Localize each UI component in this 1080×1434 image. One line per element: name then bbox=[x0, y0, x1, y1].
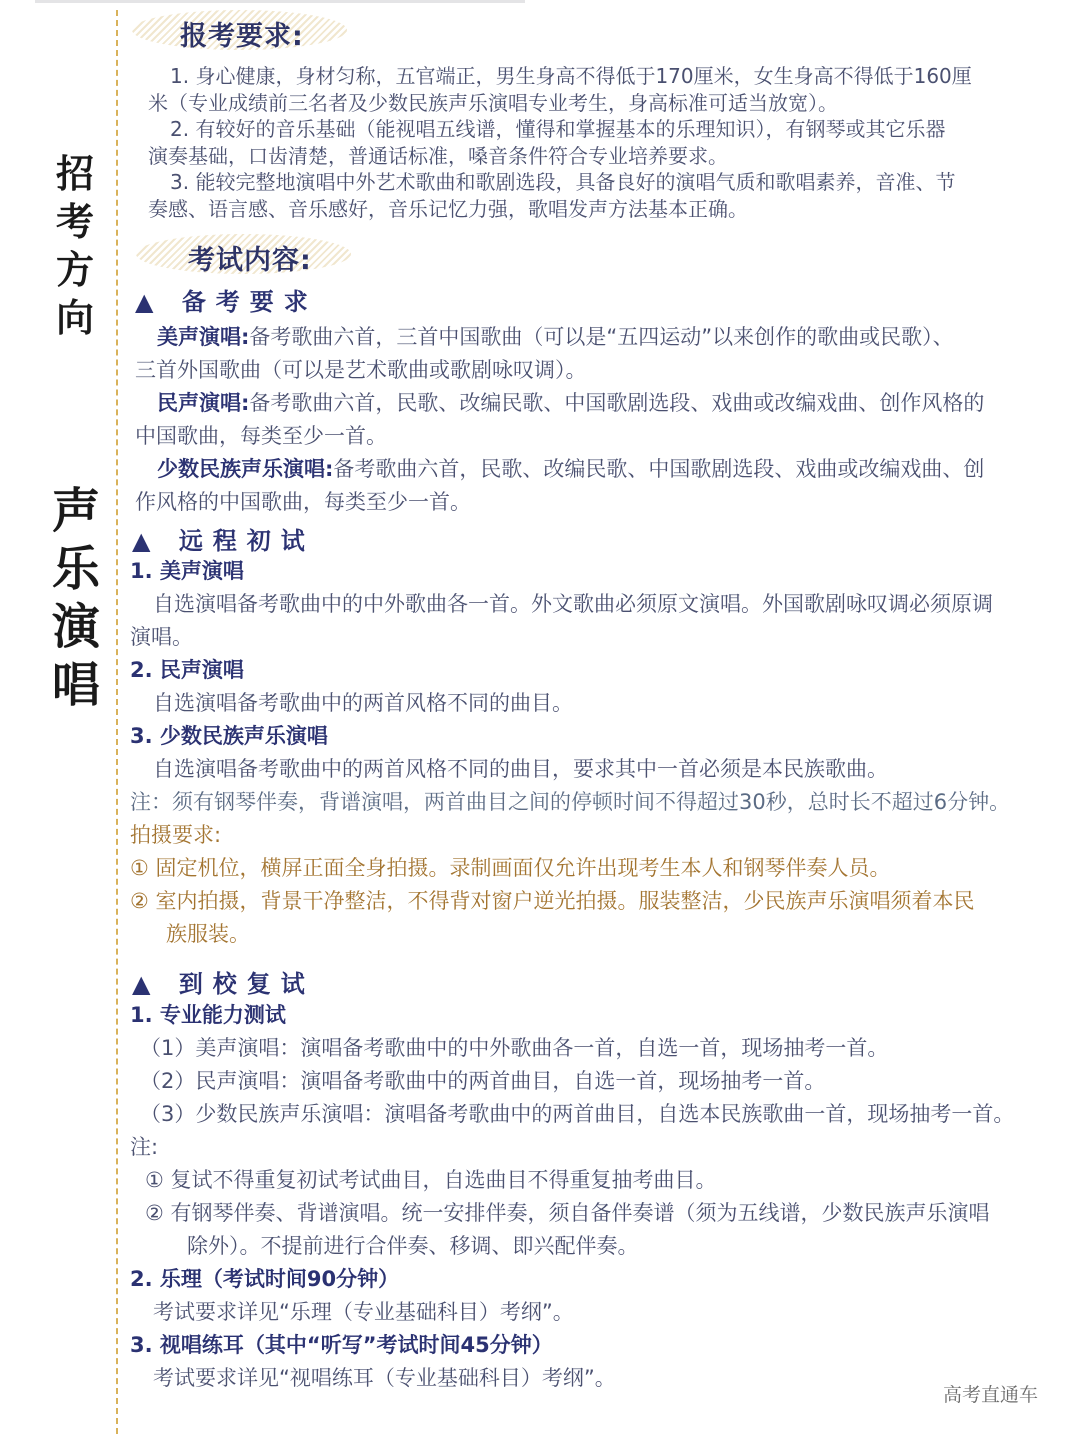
dashed-divider bbox=[116, 10, 118, 1434]
subsection-heading: ▲ 备考要求 bbox=[135, 288, 318, 316]
side-title-vocal bbox=[52, 482, 101, 714]
text-line: 2. 有较好的音乐基础（能视唱五线谱，懂得和掌握基本的乐理知识），有钢琴或其它乐器 bbox=[170, 117, 946, 141]
text-line: 自选演唱备考歌曲中的中外歌曲各一首。外文歌曲必须原文演唱。外国歌剧咏叹调必须原调 bbox=[153, 592, 993, 616]
note-line: ② 有钢琴伴奏、背谱演唱。统一安排伴奏，须自备伴奏谱（须为五线谱，少数民族声乐演唱 bbox=[145, 1201, 990, 1225]
side-char: 演 bbox=[52, 599, 101, 655]
side-char: 招 bbox=[55, 152, 94, 196]
text-line: 自选演唱备考歌曲中的两首风格不同的曲目，要求其中一首必须是本民族歌曲。 bbox=[153, 757, 888, 781]
side-char: 考 bbox=[55, 200, 94, 244]
side-char: 乐 bbox=[52, 541, 101, 597]
text-line: 3. 能较完整地演唱中外艺术歌曲和歌剧选段，具备良好的演唱气质和歌唱素养，音准、节 bbox=[170, 170, 956, 194]
filming-line: ① 固定机位，横屏正面全身拍摄。录制画面仅允许出现考生本人和钢琴伴奏人员。 bbox=[130, 856, 891, 880]
subsection-heading: ▲ 到校复试 bbox=[132, 970, 315, 998]
side-char: 声 bbox=[52, 483, 101, 539]
note-line: 注：须有钢琴伴奏，背谱演唱，两首曲目之间的停顿时间不得超过30秒，总时长不超过6分钟。 bbox=[130, 790, 1011, 814]
text-line: 1. 身心健康，身材匀称，五官端正，男生身高不得低于170厘米，女生身高不得低于160厘 bbox=[170, 64, 972, 88]
side-char: 向 bbox=[55, 296, 94, 340]
section-heading: 考试内容: bbox=[188, 245, 312, 276]
text-line: 奏感、语言感、音乐感好，音乐记忆力强，歌唱发声方法基本正确。 bbox=[148, 197, 748, 221]
filming-heading: 拍摄要求: bbox=[130, 823, 222, 847]
item-label: 2. 民声演唱 bbox=[130, 658, 244, 682]
filming-line: 族服装。 bbox=[166, 922, 250, 946]
text-line: 演唱。 bbox=[130, 625, 193, 649]
text-line: 三首外国歌曲（可以是艺术歌曲或歌剧咏叹调）。 bbox=[135, 358, 587, 382]
item-label: 3. 少数民族声乐演唱 bbox=[130, 724, 328, 748]
item-label: 1. 美声演唱 bbox=[130, 559, 244, 583]
side-char: 方 bbox=[55, 248, 94, 292]
text-line: 考试要求详见“乐理（专业基础科目）考纲”。 bbox=[153, 1300, 574, 1324]
item-label: 3. 视唱练耳（其中“听写”考试时间45分钟） bbox=[130, 1333, 553, 1357]
item-text: 备考歌曲六首，民歌、改编民歌、中国歌剧选段、戏曲或改编戏曲、创作风格的 bbox=[249, 391, 985, 415]
item-text: 备考歌曲六首，民歌、改编民歌、中国歌剧选段、戏曲或改编戏曲、创 bbox=[333, 457, 985, 481]
text-line: 米（专业成绩前三名者及少数民族声乐演唱专业考生，身高标准可适当放宽）。 bbox=[148, 91, 838, 115]
note-line: 除外）。不提前进行合伴奏、移调、即兴配伴奏。 bbox=[187, 1234, 639, 1258]
text-line: 中国歌曲，每类至少一首。 bbox=[135, 424, 387, 448]
item-label: 1. 专业能力测试 bbox=[130, 1003, 286, 1027]
side-char: 唱 bbox=[52, 657, 101, 713]
watermark: 高考直通车 bbox=[943, 1384, 1039, 1406]
text-line bbox=[157, 455, 984, 483]
text-line: 演奏基础，口齿清楚，普通话标准，嗓音条件符合专业培养要求。 bbox=[148, 144, 728, 168]
note-line: ① 复试不得重复初试考试曲目，自选曲目不得重复抽考曲目。 bbox=[145, 1168, 717, 1192]
note-heading: 注: bbox=[130, 1135, 159, 1159]
item-label: 民声演唱: bbox=[157, 391, 250, 415]
text-line bbox=[157, 389, 984, 417]
text-line: （1）美声演唱：演唱备考歌曲中的中外歌曲各一首，自选一首，现场抽考一首。 bbox=[140, 1036, 889, 1060]
item-text: 备考歌曲六首，三首中国歌曲（可以是“五四运动”以来创作的歌曲或民歌）、 bbox=[249, 325, 954, 349]
side-title-direction bbox=[52, 150, 98, 342]
text-line: （3）少数民族声乐演唱：演唱备考歌曲中的两首曲目，自选本民族歌曲一首，现场抽考一首。 bbox=[140, 1102, 1015, 1126]
text-line: （2）民声演唱：演唱备考歌曲中的两首曲目，自选一首，现场抽考一首。 bbox=[140, 1069, 826, 1093]
filming-line: ② 室内拍摄，背景干净整洁，不得背对窗户逆光拍摄。服装整洁，少民族声乐演唱须着本民 bbox=[130, 889, 975, 913]
text-line: 考试要求详见“视唱练耳（专业基础科目）考纲”。 bbox=[153, 1366, 616, 1390]
section-heading: 报考要求: bbox=[180, 21, 304, 52]
text-line: 自选演唱备考歌曲中的两首风格不同的曲目。 bbox=[153, 691, 573, 715]
top-divider bbox=[35, 0, 525, 3]
item-label: 美声演唱: bbox=[157, 325, 250, 349]
text-line: 作风格的中国歌曲，每类至少一首。 bbox=[135, 490, 471, 514]
item-label: 少数民族声乐演唱: bbox=[157, 457, 334, 481]
text-line bbox=[157, 323, 954, 351]
item-label: 2. 乐理（考试时间90分钟） bbox=[130, 1267, 400, 1291]
subsection-heading: ▲ 远程初试 bbox=[132, 527, 315, 555]
